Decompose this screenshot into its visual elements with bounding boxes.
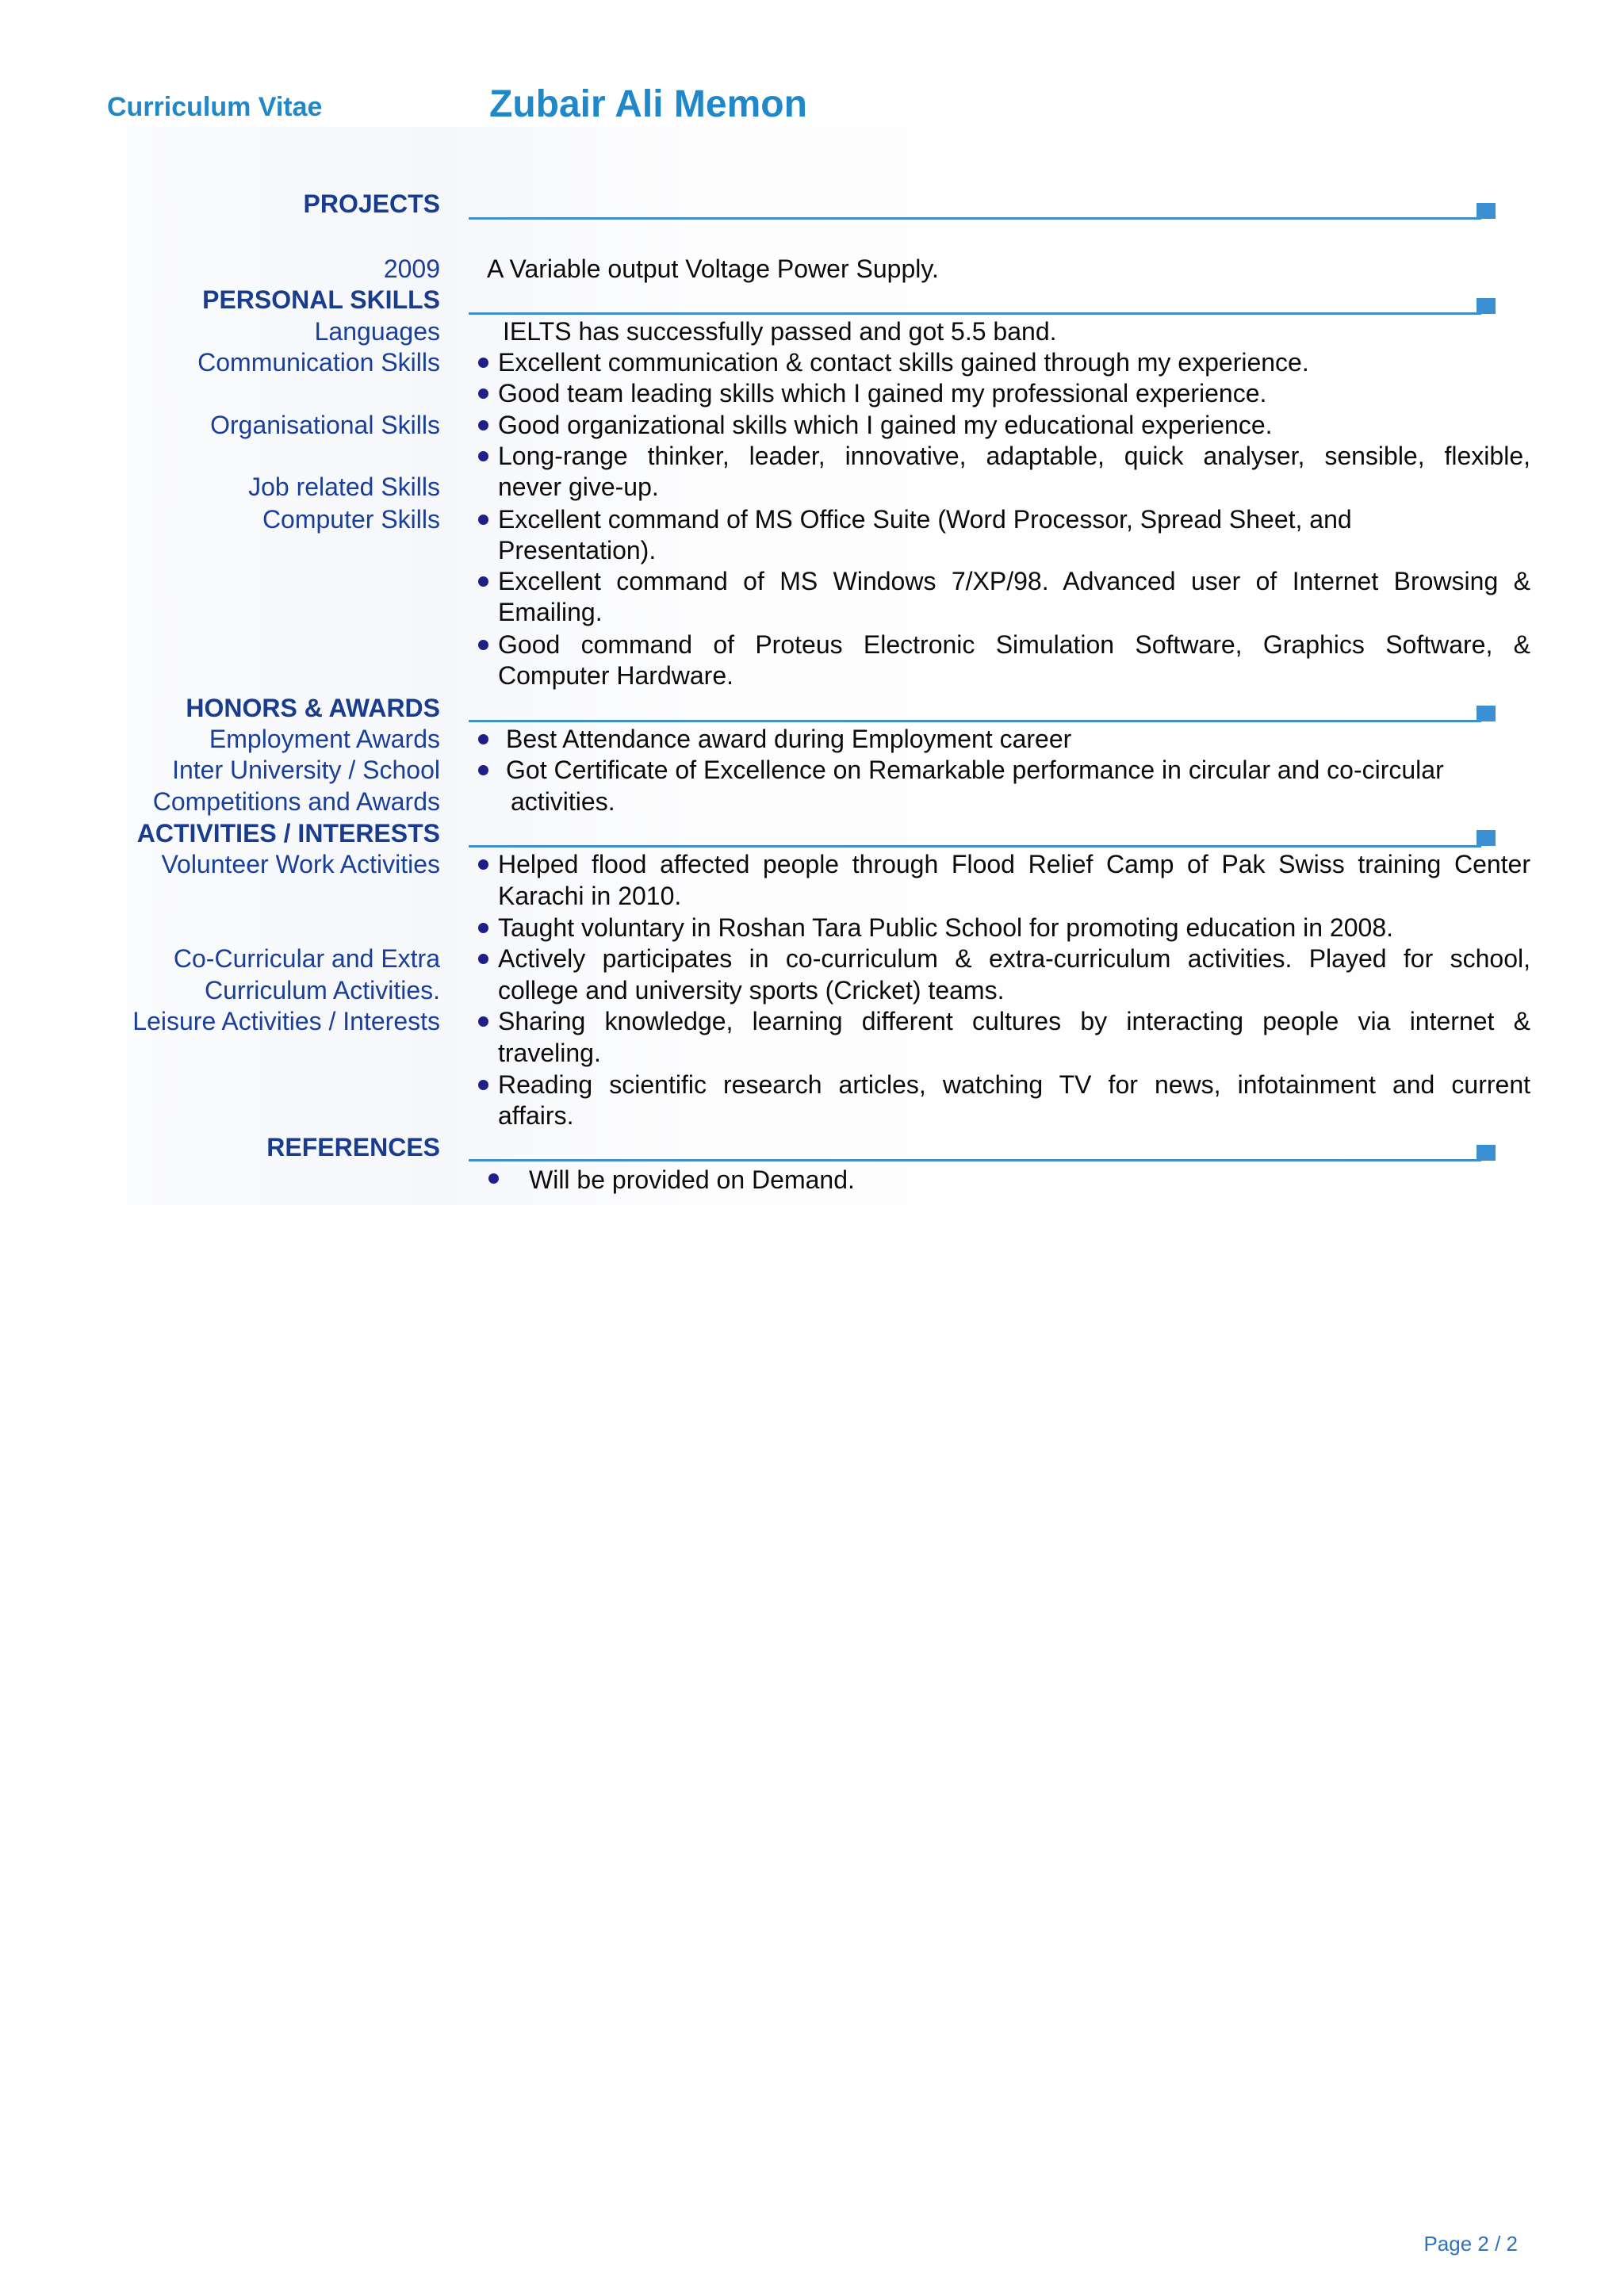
bullet-icon bbox=[478, 420, 488, 430]
project-year: 2009 bbox=[383, 254, 440, 283]
label-languages: Languages bbox=[314, 317, 440, 346]
skill-line: Good team leading skills which I gained my professional experience. bbox=[498, 379, 1267, 408]
award-line: Got Certificate of Excellence on Remarkable performance in circular and co-circular bbox=[506, 756, 1444, 784]
bullet-icon bbox=[488, 1173, 499, 1184]
label-leisure-activities: Leisure Activities / Interests bbox=[132, 1007, 440, 1035]
document-label: Curriculum Vitae bbox=[107, 92, 323, 122]
bullet-icon bbox=[478, 451, 488, 461]
label-job-related-skills: Job related Skills bbox=[248, 473, 440, 501]
skill-line: never give-up. bbox=[498, 473, 659, 501]
skill-line: IELTS has successfully passed and got 5.5 band. bbox=[503, 317, 1057, 346]
award-line: activities. bbox=[511, 787, 615, 816]
bullet-icon bbox=[478, 358, 488, 368]
activity-line: traveling. bbox=[498, 1039, 601, 1067]
activity-line: Karachi in 2010. bbox=[498, 882, 682, 910]
label-competitions-awards: Competitions and Awards bbox=[152, 787, 440, 816]
bullet-icon bbox=[478, 734, 488, 744]
label-computer-skills: Computer Skills bbox=[262, 505, 440, 534]
references-item: Will be provided on Demand. bbox=[529, 1165, 855, 1194]
page-number: Page 2 / 2 bbox=[1423, 2232, 1518, 2256]
section-marker-honors-awards bbox=[1477, 706, 1496, 721]
activity-line: Reading scientific research articles, watching TV for news, infotainment and current bbox=[498, 1070, 1530, 1099]
label-organisational-skills: Organisational Skills bbox=[210, 411, 440, 439]
section-heading-activities-interests: ACTIVITIES / INTERESTS bbox=[136, 819, 440, 848]
skill-line: Good organizational skills which I gained my educational experience. bbox=[498, 411, 1273, 439]
activity-line: Sharing knowledge, learning different cultures by interacting people via internet & bbox=[498, 1007, 1530, 1035]
section-rule-honors-awards bbox=[469, 720, 1481, 722]
activity-line: college and university sports (Cricket) teams. bbox=[498, 976, 1005, 1004]
section-rule-references bbox=[469, 1159, 1481, 1161]
skill-line: Computer Hardware. bbox=[498, 661, 733, 690]
label-inter-university: Inter University / School bbox=[172, 756, 440, 784]
skill-line: Excellent command of MS Windows 7/XP/98. Advanced user of Internet Browsing & bbox=[498, 567, 1530, 595]
candidate-name: Zubair Ali Memon bbox=[489, 83, 807, 125]
activity-line: affairs. bbox=[498, 1101, 574, 1130]
section-rule-projects bbox=[469, 217, 1481, 220]
section-rule-personal-skills bbox=[469, 312, 1481, 315]
activity-line: Taught voluntary in Roshan Tara Public School for promoting education in 2008. bbox=[498, 913, 1393, 942]
label-employment-awards: Employment Awards bbox=[209, 725, 440, 753]
label-communication-skills: Communication Skills bbox=[197, 348, 440, 377]
label-volunteer-work: Volunteer Work Activities bbox=[161, 850, 440, 878]
bullet-icon bbox=[478, 859, 488, 870]
label-cocurricular-2: Curriculum Activities. bbox=[205, 976, 440, 1004]
skill-line: Presentation). bbox=[498, 536, 657, 564]
section-heading-references: REFERENCES bbox=[266, 1133, 440, 1161]
bullet-icon bbox=[478, 765, 488, 775]
bullet-icon bbox=[478, 1016, 488, 1027]
section-heading-projects: PROJECTS bbox=[303, 189, 440, 218]
bullet-icon bbox=[478, 640, 488, 650]
skill-line: Excellent command of MS Office Suite (Word Processor, Spread Sheet, and bbox=[498, 505, 1352, 534]
bullet-icon bbox=[478, 515, 488, 525]
skill-line: Excellent communication & contact skills gained through my experience. bbox=[498, 348, 1309, 377]
skill-line: Long-range thinker, leader, innovative, adaptable, quick analyser, sensible, flexible, bbox=[498, 442, 1530, 470]
section-marker-references bbox=[1477, 1145, 1496, 1161]
bullet-icon bbox=[478, 388, 488, 399]
skill-line: Emailing. bbox=[498, 598, 603, 626]
bullet-icon bbox=[478, 1080, 488, 1090]
bullet-icon bbox=[478, 923, 488, 933]
activity-line: Helped flood affected people through Flood Relief Camp of Pak Swiss training Center bbox=[498, 850, 1530, 878]
section-marker-activities bbox=[1477, 830, 1496, 846]
section-rule-activities bbox=[469, 845, 1481, 848]
activity-line: Actively participates in co-curriculum & extra-curriculum activities. Played for school, bbox=[498, 944, 1530, 973]
label-cocurricular: Co-Curricular and Extra bbox=[173, 944, 440, 973]
section-marker-projects bbox=[1477, 203, 1496, 219]
skill-line: Good command of Proteus Electronic Simulation Software, Graphics Software, & bbox=[498, 630, 1530, 659]
award-line: Best Attendance award during Employment career bbox=[506, 725, 1072, 753]
project-item: A Variable output Voltage Power Supply. bbox=[487, 254, 939, 283]
section-marker-personal-skills bbox=[1477, 298, 1496, 314]
section-heading-personal-skills: PERSONAL SKILLS bbox=[202, 285, 440, 314]
bullet-icon bbox=[478, 576, 488, 587]
section-heading-honors-awards: HONORS & AWARDS bbox=[186, 694, 440, 722]
bullet-icon bbox=[478, 954, 488, 964]
